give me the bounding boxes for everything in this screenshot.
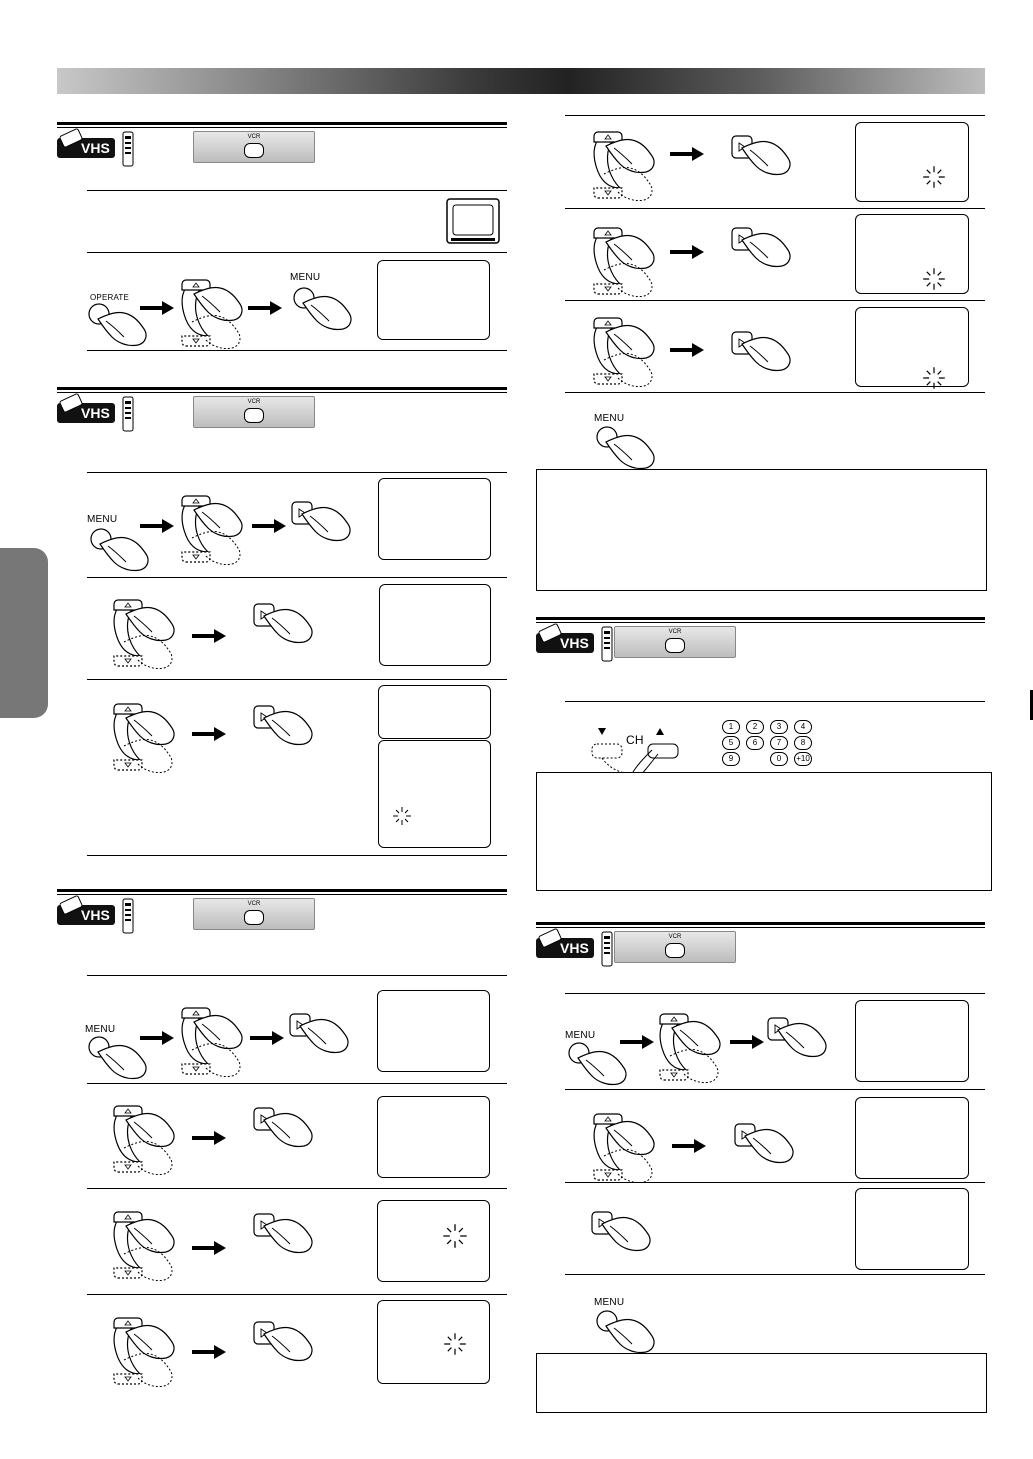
tv-screen xyxy=(378,685,491,739)
right-arrow-icon xyxy=(252,518,292,538)
right-button[interactable] xyxy=(735,1124,815,1174)
step-rule xyxy=(565,993,985,994)
step-rule xyxy=(565,115,985,116)
step-rule xyxy=(565,701,985,702)
right-arrow-icon xyxy=(192,628,232,648)
right-button[interactable] xyxy=(290,1014,370,1064)
vcr-label: VCR xyxy=(247,134,261,140)
right-button[interactable] xyxy=(592,1212,672,1262)
right-button[interactable] xyxy=(732,228,812,278)
vcr-label: VCR xyxy=(247,399,261,405)
right-arrow-icon xyxy=(250,1030,290,1050)
right-button[interactable] xyxy=(292,502,372,552)
up-down-button[interactable] xyxy=(110,1208,190,1280)
vcr-button xyxy=(614,931,736,963)
tv-screen xyxy=(855,1097,969,1179)
vcr-button xyxy=(614,626,736,658)
note-box xyxy=(536,772,992,891)
keypad-key[interactable]: 4 xyxy=(794,720,812,734)
side-tab xyxy=(0,548,48,718)
channel-buttons[interactable] xyxy=(592,728,692,778)
note-box xyxy=(536,1353,987,1413)
vcr-label: VCR xyxy=(668,629,682,635)
up-down-button[interactable] xyxy=(110,1102,190,1174)
right-arrow-icon xyxy=(192,1130,232,1150)
up-down-button[interactable] xyxy=(178,492,258,564)
tv-screen xyxy=(377,1200,490,1282)
tv-screen xyxy=(377,990,490,1072)
vhs-label: VHS xyxy=(560,940,589,956)
step-rule xyxy=(87,472,507,473)
right-arrow-icon xyxy=(192,726,232,746)
right-arrow-icon xyxy=(140,518,180,538)
vhs-vcr-badge xyxy=(536,623,736,663)
keypad-key[interactable]: 3 xyxy=(770,720,788,734)
vhs-label: VHS xyxy=(81,405,110,421)
tv-screen xyxy=(377,260,490,340)
vhs-vcr-badge xyxy=(536,928,736,968)
menu-button[interactable] xyxy=(293,287,363,332)
tv-icon xyxy=(446,198,500,244)
keypad-key[interactable]: 5 xyxy=(722,736,740,750)
step-rule xyxy=(565,300,985,301)
step-rule xyxy=(87,577,507,578)
up-down-button[interactable] xyxy=(110,1314,190,1386)
step-rule xyxy=(87,1188,507,1189)
vhs-vcr-badge xyxy=(57,895,261,935)
right-button[interactable] xyxy=(768,1018,848,1068)
right-button[interactable] xyxy=(732,332,812,382)
vhs-label: VHS xyxy=(81,140,110,156)
menu-label: MENU xyxy=(565,1030,596,1041)
vhs-vcr-badge xyxy=(57,128,261,168)
step-rule xyxy=(565,208,985,209)
blinking-cursor-icon xyxy=(920,265,948,293)
up-down-button[interactable] xyxy=(110,596,190,668)
tv-screen xyxy=(377,1300,490,1384)
keypad-key[interactable]: 8 xyxy=(794,736,812,750)
blinking-cursor-icon xyxy=(440,1221,470,1251)
keypad-key[interactable]: 6 xyxy=(746,736,764,750)
right-arrow-icon xyxy=(672,1138,712,1158)
keypad-key[interactable]: 7 xyxy=(770,736,788,750)
up-down-button[interactable] xyxy=(178,1004,258,1076)
right-arrow-icon xyxy=(730,1034,770,1054)
blinking-cursor-icon xyxy=(920,364,948,392)
right-arrow-icon xyxy=(670,146,710,166)
menu-label: MENU xyxy=(87,514,118,525)
up-down-button[interactable] xyxy=(110,700,190,772)
step-rule xyxy=(87,975,507,976)
menu-button[interactable] xyxy=(596,1310,666,1350)
step-rule xyxy=(87,350,507,351)
keypad-key[interactable]: 0 xyxy=(770,752,788,766)
right-button[interactable] xyxy=(254,706,334,756)
right-arrow-icon xyxy=(192,1344,232,1364)
up-down-button[interactable] xyxy=(590,128,670,200)
vcr-label: VCR xyxy=(247,901,261,907)
right-button[interactable] xyxy=(254,1214,334,1264)
keypad-key[interactable]: 9 xyxy=(722,752,740,766)
header-bar xyxy=(57,68,985,94)
right-arrow-icon xyxy=(140,300,180,320)
right-arrow-icon xyxy=(620,1034,660,1054)
step-rule xyxy=(565,1274,985,1275)
step-rule xyxy=(87,679,507,680)
blinking-cursor-icon xyxy=(440,1329,470,1359)
tv-screen xyxy=(855,122,969,202)
right-button[interactable] xyxy=(254,604,334,654)
keypad-key[interactable]: 2 xyxy=(746,720,764,734)
up-down-button[interactable] xyxy=(590,314,670,386)
blinking-cursor-icon xyxy=(391,805,413,827)
up-down-button[interactable] xyxy=(656,1010,736,1082)
vhs-label: VHS xyxy=(81,907,110,923)
right-arrow-icon xyxy=(670,342,710,362)
vhs-vcr-badge xyxy=(57,393,261,433)
tv-screen xyxy=(855,1000,969,1082)
menu-label: MENU xyxy=(85,1024,116,1035)
blinking-cursor-icon xyxy=(920,163,948,191)
step-rule xyxy=(87,855,507,856)
tv-screen xyxy=(855,1188,969,1270)
vhs-label: VHS xyxy=(560,635,589,651)
vcr-button xyxy=(193,898,315,930)
step-rule xyxy=(87,1294,507,1295)
step-rule xyxy=(565,1089,985,1090)
right-button[interactable] xyxy=(732,136,812,186)
right-arrow-icon xyxy=(670,244,710,264)
tv-screen xyxy=(855,214,969,294)
right-arrow-icon xyxy=(192,1240,232,1260)
menu-button[interactable] xyxy=(596,426,666,466)
ch-label: CH xyxy=(626,733,644,747)
step-rule xyxy=(565,1182,985,1183)
up-down-button[interactable] xyxy=(178,276,258,348)
tv-screen xyxy=(379,584,491,666)
operate-label: OPERATE xyxy=(90,293,130,302)
note-box xyxy=(536,469,987,591)
menu-label: MENU xyxy=(594,1297,625,1308)
right-arrow-icon xyxy=(140,1030,180,1050)
vcr-button xyxy=(193,131,315,163)
up-down-button[interactable] xyxy=(590,1110,670,1182)
right-button[interactable] xyxy=(254,1108,334,1158)
menu-label: MENU xyxy=(594,413,625,424)
number-keypad[interactable] xyxy=(722,720,842,770)
tv-screen xyxy=(378,478,491,560)
step-rule xyxy=(87,252,507,253)
tv-screen xyxy=(855,307,969,387)
vcr-label: VCR xyxy=(668,934,682,940)
tv-screen xyxy=(378,740,491,848)
tv-screen xyxy=(377,1096,490,1178)
up-down-button[interactable] xyxy=(590,224,670,296)
keypad-key[interactable]: 1 xyxy=(722,720,740,734)
right-button[interactable] xyxy=(254,1322,334,1372)
step-rule xyxy=(87,1083,507,1084)
right-arrow-icon xyxy=(248,300,288,320)
menu-label: MENU xyxy=(290,272,321,283)
step-rule xyxy=(565,392,985,393)
step-rule xyxy=(87,190,507,191)
vcr-button xyxy=(193,396,315,428)
keypad-key[interactable]: +10 xyxy=(794,752,812,766)
